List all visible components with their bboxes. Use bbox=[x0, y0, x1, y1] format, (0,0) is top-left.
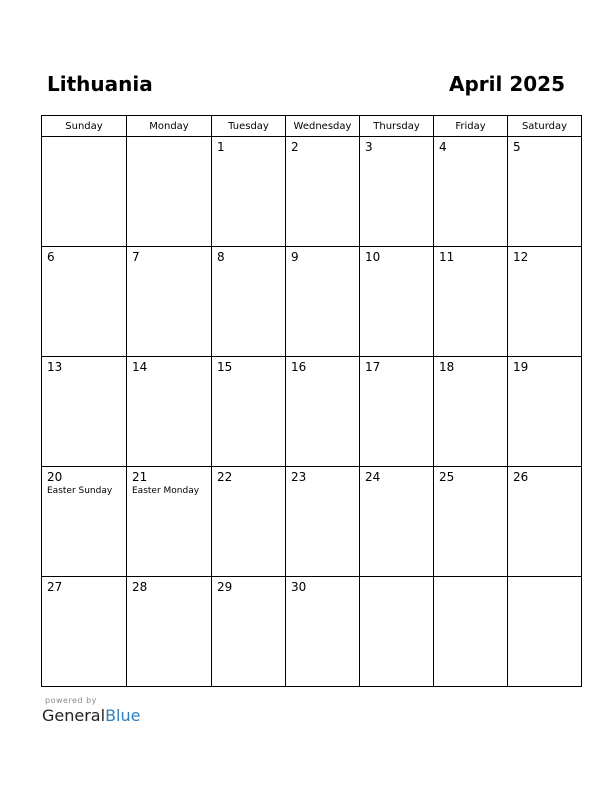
calendar-grid bbox=[41, 115, 582, 687]
holiday-label bbox=[127, 140, 211, 141]
holiday-label bbox=[127, 374, 211, 375]
holiday-label bbox=[286, 374, 359, 375]
day-cell bbox=[360, 357, 434, 467]
day-cell bbox=[212, 137, 286, 247]
day-cell bbox=[286, 357, 360, 467]
day-cell bbox=[508, 137, 582, 247]
day-cell bbox=[127, 577, 212, 687]
day-number: 22 bbox=[217, 470, 233, 484]
day-number: 17 bbox=[365, 360, 381, 374]
week-row bbox=[42, 577, 582, 687]
weekday-friday: Friday bbox=[434, 116, 508, 137]
holiday-label bbox=[434, 580, 507, 581]
day-cell bbox=[434, 577, 508, 687]
day-number: 28 bbox=[132, 580, 148, 594]
day-number: 24 bbox=[365, 470, 381, 484]
holiday-label: Easter Monday bbox=[132, 486, 200, 496]
day-cell bbox=[42, 247, 127, 357]
holiday-label bbox=[42, 264, 126, 265]
day-cell bbox=[360, 247, 434, 357]
holiday-label bbox=[434, 484, 507, 485]
country-title: Lithuania bbox=[47, 72, 153, 96]
day-cell bbox=[286, 247, 360, 357]
day-number: 7 bbox=[132, 250, 140, 264]
holiday-label bbox=[212, 594, 285, 595]
day-cell bbox=[212, 357, 286, 467]
day-cell bbox=[508, 247, 582, 357]
day-cell bbox=[360, 137, 434, 247]
day-number: 10 bbox=[365, 250, 381, 264]
day-number: 14 bbox=[132, 360, 148, 374]
day-number: 29 bbox=[217, 580, 233, 594]
day-number: 23 bbox=[291, 470, 307, 484]
day-cell bbox=[360, 467, 434, 577]
day-cell bbox=[212, 577, 286, 687]
day-cell bbox=[42, 357, 127, 467]
day-number: 13 bbox=[47, 360, 63, 374]
holiday-label bbox=[508, 580, 581, 581]
day-cell bbox=[42, 467, 127, 577]
day-cell bbox=[127, 247, 212, 357]
holiday-label bbox=[508, 484, 581, 485]
holiday-label bbox=[286, 484, 359, 485]
day-number: 15 bbox=[217, 360, 233, 374]
week-row bbox=[42, 467, 582, 577]
day-cell bbox=[508, 467, 582, 577]
day-cell bbox=[286, 467, 360, 577]
weekday-saturday: Saturday bbox=[508, 116, 582, 137]
day-number: 27 bbox=[47, 580, 63, 594]
day-number: 18 bbox=[439, 360, 455, 374]
holiday-label bbox=[360, 374, 433, 375]
holiday-label bbox=[127, 264, 211, 265]
holiday-label bbox=[212, 264, 285, 265]
week-row bbox=[42, 247, 582, 357]
holiday-label: Easter Sunday bbox=[47, 486, 113, 496]
holiday-label bbox=[360, 484, 433, 485]
day-number: 1 bbox=[217, 140, 225, 154]
brand-blue-text: Blue bbox=[105, 706, 141, 725]
weekday-monday: Monday bbox=[127, 116, 212, 137]
week-row bbox=[42, 357, 582, 467]
brand-general-text: General bbox=[42, 706, 106, 725]
holiday-label bbox=[286, 154, 359, 155]
holiday-label bbox=[434, 264, 507, 265]
holiday-label bbox=[434, 374, 507, 375]
day-cell bbox=[127, 137, 212, 247]
day-cell bbox=[434, 357, 508, 467]
weekday-wednesday: Wednesday bbox=[286, 116, 360, 137]
day-number: 21 bbox=[132, 470, 148, 484]
holiday-label bbox=[360, 580, 433, 581]
holiday-label bbox=[286, 264, 359, 265]
day-cell bbox=[434, 247, 508, 357]
powered-by-label: powered by bbox=[45, 696, 97, 705]
day-cell bbox=[212, 467, 286, 577]
day-number: 12 bbox=[513, 250, 529, 264]
holiday-label bbox=[212, 374, 285, 375]
day-cell bbox=[42, 137, 127, 247]
day-number: 30 bbox=[291, 580, 307, 594]
day-number: 16 bbox=[291, 360, 307, 374]
day-number: 19 bbox=[513, 360, 529, 374]
holiday-label bbox=[508, 264, 581, 265]
weekday-tuesday: Tuesday bbox=[212, 116, 286, 137]
weekday-header-row bbox=[42, 116, 582, 137]
holiday-label bbox=[360, 154, 433, 155]
holiday-label bbox=[212, 154, 285, 155]
day-number: 5 bbox=[513, 140, 521, 154]
day-cell bbox=[508, 357, 582, 467]
day-cell bbox=[508, 577, 582, 687]
generalblue-logo[interactable] bbox=[42, 706, 140, 726]
day-number: 11 bbox=[439, 250, 455, 264]
weekday-sunday: Sunday bbox=[42, 116, 127, 137]
holiday-label bbox=[508, 154, 581, 155]
holiday-label bbox=[212, 484, 285, 485]
day-number: 4 bbox=[439, 140, 447, 154]
week-row bbox=[42, 137, 582, 247]
powered-by-footer bbox=[42, 696, 140, 726]
day-cell bbox=[286, 137, 360, 247]
holiday-label bbox=[42, 140, 126, 141]
day-cell bbox=[42, 577, 127, 687]
month-year-title: April 2025 bbox=[449, 72, 565, 96]
holiday-label bbox=[286, 594, 359, 595]
day-cell bbox=[286, 577, 360, 687]
day-number: 8 bbox=[217, 250, 225, 264]
day-number: 20 bbox=[47, 470, 63, 484]
day-cell bbox=[434, 137, 508, 247]
holiday-label bbox=[434, 154, 507, 155]
day-number: 2 bbox=[291, 140, 299, 154]
holiday-label bbox=[360, 264, 433, 265]
day-cell bbox=[127, 357, 212, 467]
holiday-label bbox=[508, 374, 581, 375]
day-cell bbox=[434, 467, 508, 577]
day-number: 3 bbox=[365, 140, 373, 154]
weekday-thursday: Thursday bbox=[360, 116, 434, 137]
day-cell bbox=[127, 467, 212, 577]
day-number: 6 bbox=[47, 250, 55, 264]
holiday-label bbox=[127, 594, 211, 595]
day-cell bbox=[212, 247, 286, 357]
day-number: 25 bbox=[439, 470, 455, 484]
holiday-label bbox=[42, 374, 126, 375]
day-number: 9 bbox=[291, 250, 299, 264]
day-number: 26 bbox=[513, 470, 529, 484]
day-cell bbox=[360, 577, 434, 687]
holiday-label bbox=[42, 594, 126, 595]
